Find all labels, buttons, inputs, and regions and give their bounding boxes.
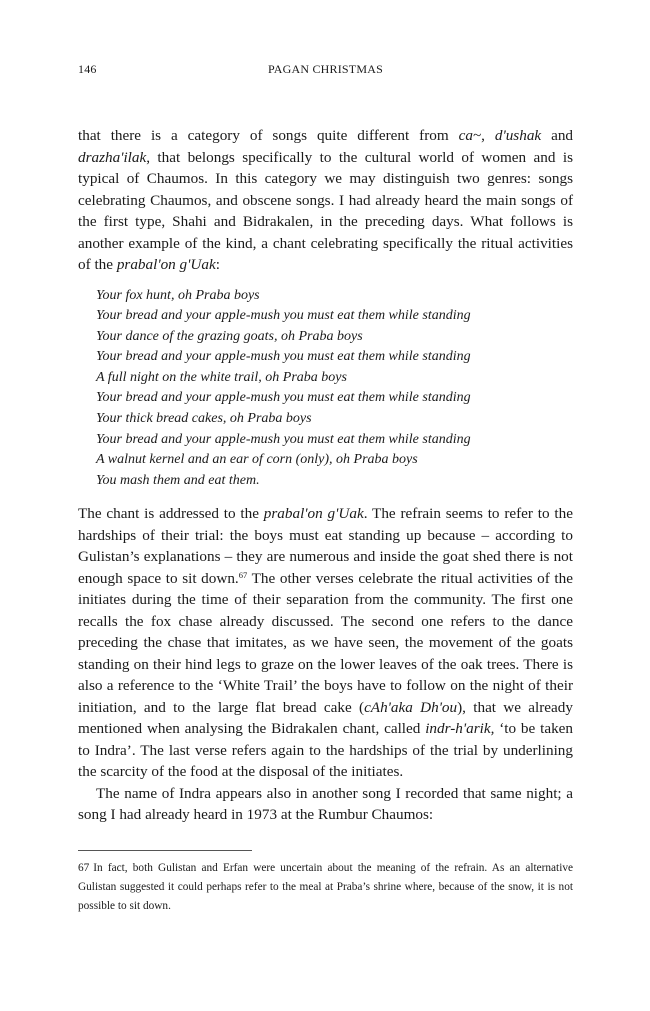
italic-term: indr-h'arik, xyxy=(425,720,495,738)
footnote-number: 67 xyxy=(78,862,90,874)
verse-line: A full night on the white trail, oh Praba boys xyxy=(96,369,347,385)
text-span: : xyxy=(215,256,220,273)
italic-term: prabal'on g'Uak xyxy=(263,505,364,523)
verse-line: You mash them and eat them. xyxy=(96,472,260,488)
italic-term: drazha'ilak xyxy=(78,148,147,166)
verse-line: Your bread and your apple-mush you must eat them while standing xyxy=(96,431,471,447)
verse-line: Your bread and your apple-mush you must eat them while standing xyxy=(96,390,471,406)
verse-line: Your thick bread cakes, oh Praba boys xyxy=(96,411,312,427)
text-span: , xyxy=(481,127,495,144)
italic-term: prabal'on g'Uak xyxy=(116,256,216,273)
verse-line: Your bread and your apple-mush you must eat them while standing xyxy=(96,308,471,324)
italic-term: ca~ xyxy=(458,127,482,144)
verse-line: Your dance of the grazing goats, oh Praba boys xyxy=(96,328,363,344)
page-header xyxy=(78,62,573,80)
body-text xyxy=(78,125,573,826)
paragraph-3: The name of Indra appears also in another song I recorded that same night; a song I had already heard in 1973 at the Rumbur Chaumos: xyxy=(78,784,573,824)
text-span: that there is a category of songs quite different from xyxy=(78,127,459,144)
verse-line: Your bread and your apple-mush you must eat them while standing xyxy=(96,349,471,365)
verse-line: Your fox hunt, oh Praba boys xyxy=(96,287,260,303)
footnote xyxy=(78,859,573,916)
text-span: ‘to be taken to Indra’. The last verse refers again to the hardships of the trial by underlining the scarcity of the food at the disposal of the initiates. xyxy=(78,720,573,781)
song-verse xyxy=(96,286,573,492)
paragraph-1 xyxy=(78,125,573,276)
text-span: The other verses celebrate the ritual activities of the initiates during the time of their separation from the community. The first one recalls the fox chase already discussed. The second one refers to the dance preceding the chase that imitates, as we have seen, the movement of the goats standing on their hind legs to graze on the lower leaves of the oak trees. There is also a reference to the ‘White Trail’ the boys have to follow on the night of their initiation, and to the large flat bread cake ( xyxy=(78,569,573,716)
paragraph-2 xyxy=(78,503,573,783)
running-title: PAGAN CHRISTMAS xyxy=(268,62,383,76)
text-span: , that belongs specifically to the cultural world of women and is typical of Chaumos. In this category we may distinguish two genres: songs celebrating Chaumos, and obscene songs. I had already heard the main songs of the first type, Shahi and Bidrakalen, in the preceding days. What follows is another example of the kind, a chant celebrating specifically the ritual activities of the xyxy=(78,148,573,273)
footnote-text: In fact, both Gulistan and Erfan were uncertain about the meaning of the refrain. As an alternative Gulistan suggested it could perhaps refer to the meal at Praba’s shrine where, because of the snow, it is not possible to sit down. xyxy=(78,862,573,912)
footnote-divider xyxy=(78,850,252,851)
text-span: . The refrain seems to refer to the hardships of their trial: the boys must eat standing up because – according to Gulistan’s explanations – they are numerous and inside the goat shed there is not enough space to sit down. xyxy=(78,505,573,587)
italic-term: d'ushak xyxy=(494,127,542,144)
text-span: and xyxy=(541,127,574,144)
footnote-reference[interactable]: 67 xyxy=(238,569,248,580)
text-span: The chant is addressed to the xyxy=(78,505,264,523)
text-span: ), that we already mentioned when analysing the Bidrakalen chant, called xyxy=(78,698,573,738)
page-number: 146 xyxy=(78,62,97,76)
italic-term: cAh'aka Dh'ou xyxy=(364,698,458,716)
verse-line: A walnut kernel and an ear of corn (only), oh Praba boys xyxy=(96,452,418,468)
